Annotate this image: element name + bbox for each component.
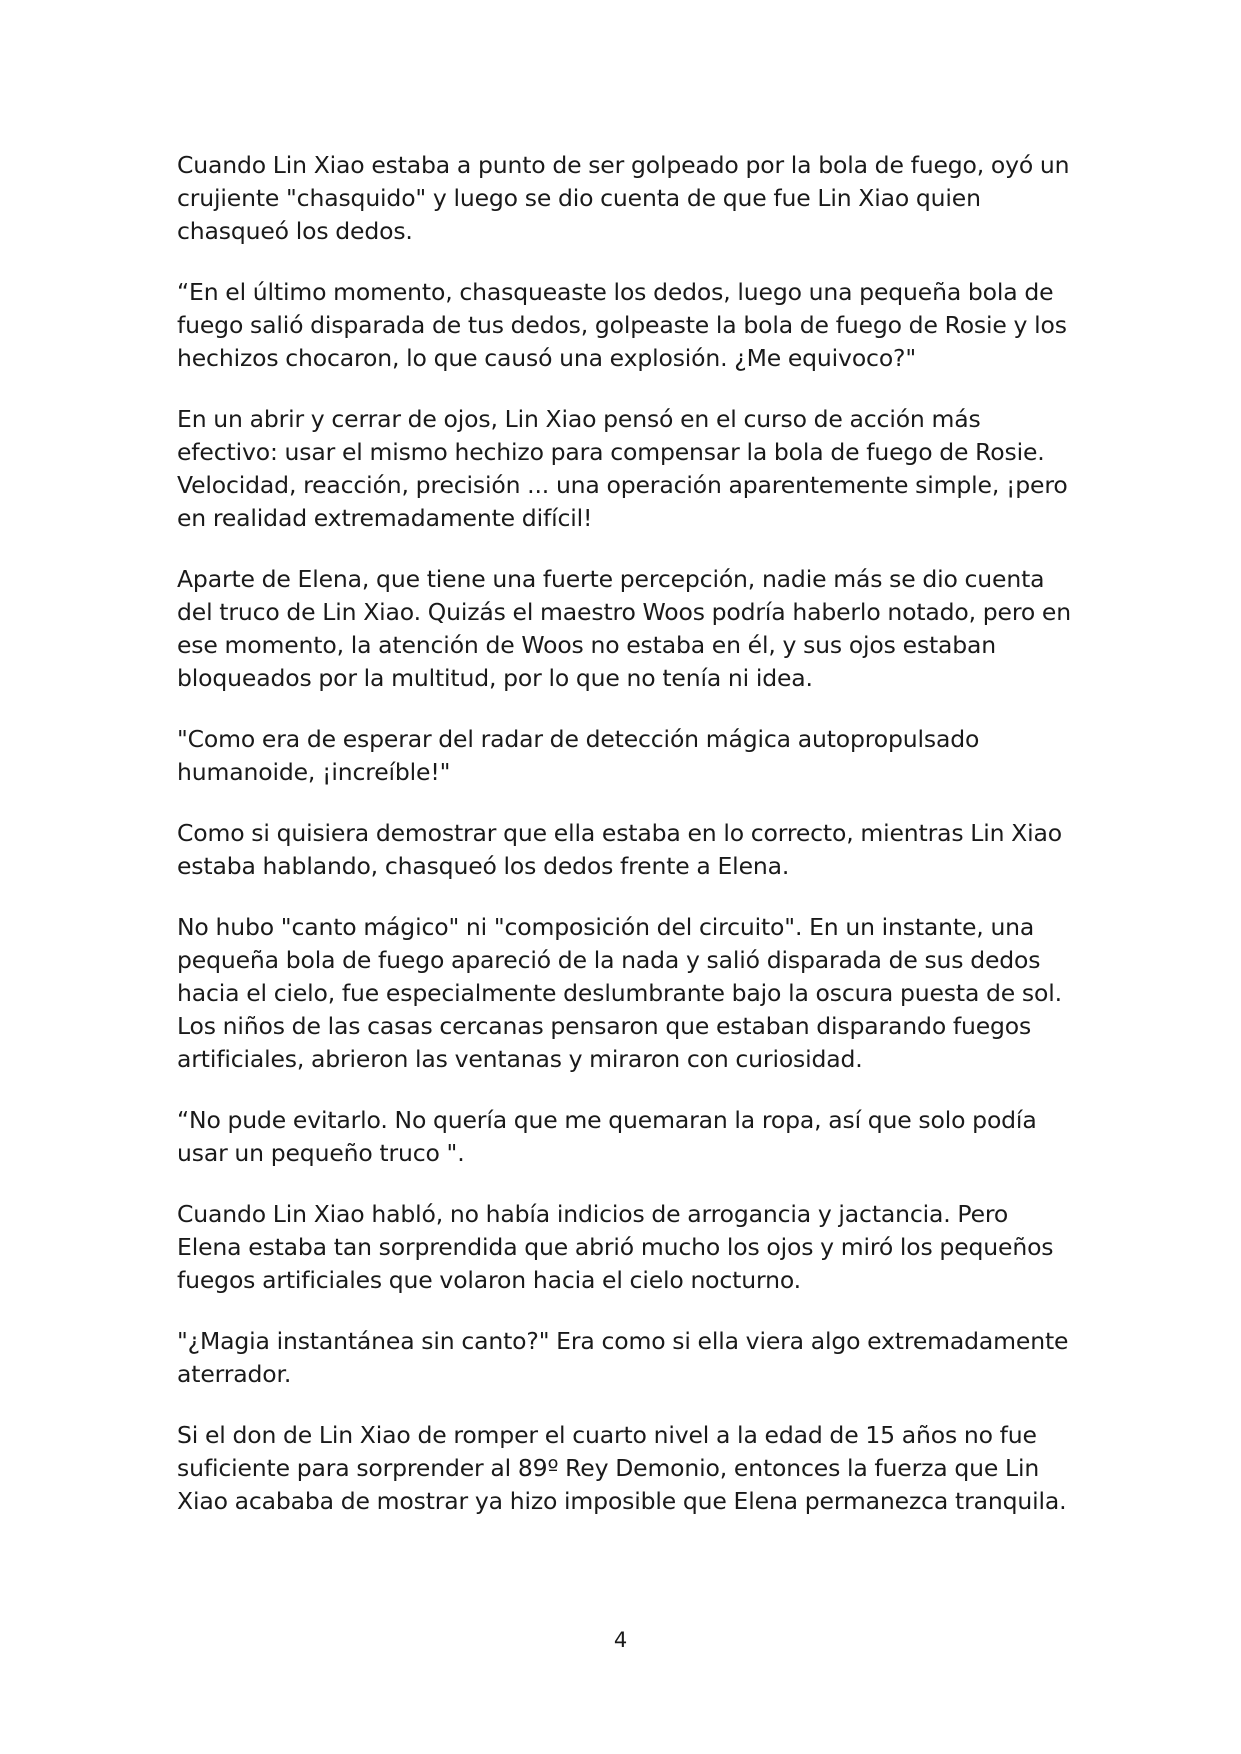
paragraph-7: No hubo "canto mágico" ni "composición del circuito". En un instante, una pequeña bola de fuego apareció de la nada y salió disparada de sus dedos hacia el cielo, fue especialmente deslumbrante bajo la oscura puesta de sol. Los niños de las casas cercanas pensaron que estaban disparando fuegos artificiales, abrieron las ventanas y miraron con curiosidad. xyxy=(177,913,1062,1073)
body-text xyxy=(177,149,1077,1546)
paragraph-10: "¿Magia instantánea sin canto?" Era como si ella viera algo extremadamente aterrador. xyxy=(177,1327,1069,1388)
paragraph-6: Como si quisiera demostrar que ella estaba en lo correcto, mientras Lin Xiao estaba hablando, chasqueó los dedos frente a Elena. xyxy=(177,819,1062,880)
paragraph-5: "Como era de esperar del radar de detección mágica autopropulsado humanoide, ¡increíble!" xyxy=(177,725,980,786)
page-number: 4 xyxy=(613,1628,628,1652)
paragraph-2: “En el último momento, chasqueaste los dedos, luego una pequeña bola de fuego salió disparada de tus dedos, golpeaste la bola de fuego de Rosie y los hechizos chocaron, lo que causó una explosión. ¿Me equivoco?" xyxy=(177,278,1067,372)
paragraph-4: Aparte de Elena, que tiene una fuerte percepción, nadie más se dio cuenta del truco de Lin Xiao. Quizás el maestro Woos podría haberlo notado, pero en ese momento, la atención de Woos no estaba en él, y sus ojos estaban bloqueados por la multitud, por lo que no tenía ni idea. xyxy=(177,565,1071,692)
paragraph-9: Cuando Lin Xiao habló, no había indicios de arrogancia y jactancia. Pero Elena estaba tan sorprendida que abrió mucho los ojos y miró los pequeños fuegos artificiales que volaron hacia el cielo nocturno. xyxy=(177,1200,1054,1294)
paragraph-11: Si el don de Lin Xiao de romper el cuarto nivel a la edad de 15 años no fue suficiente para sorprender al 89º Rey Demonio, entonces la fuerza que Lin Xiao acababa de mostrar ya hizo imposible que Elena permanezca tranquila. xyxy=(177,1421,1067,1515)
paragraph-1: Cuando Lin Xiao estaba a punto de ser golpeado por la bola de fuego, oyó un crujiente "chasquido" y luego se dio cuenta de que fue Lin Xiao quien chasqueó los dedos. xyxy=(177,151,1070,245)
paragraph-8: “No pude evitarlo. No quería que me quemaran la ropa, así que solo podía usar un pequeño truco ". xyxy=(177,1106,1037,1167)
paragraph-3: En un abrir y cerrar de ojos, Lin Xiao pensó en el curso de acción más efectivo: usar el mismo hechizo para compensar la bola de fuego de Rosie. Velocidad, reacción, precisión ... una operación aparentemente simple, ¡pero en realidad extremadamente difícil! xyxy=(177,405,1068,532)
